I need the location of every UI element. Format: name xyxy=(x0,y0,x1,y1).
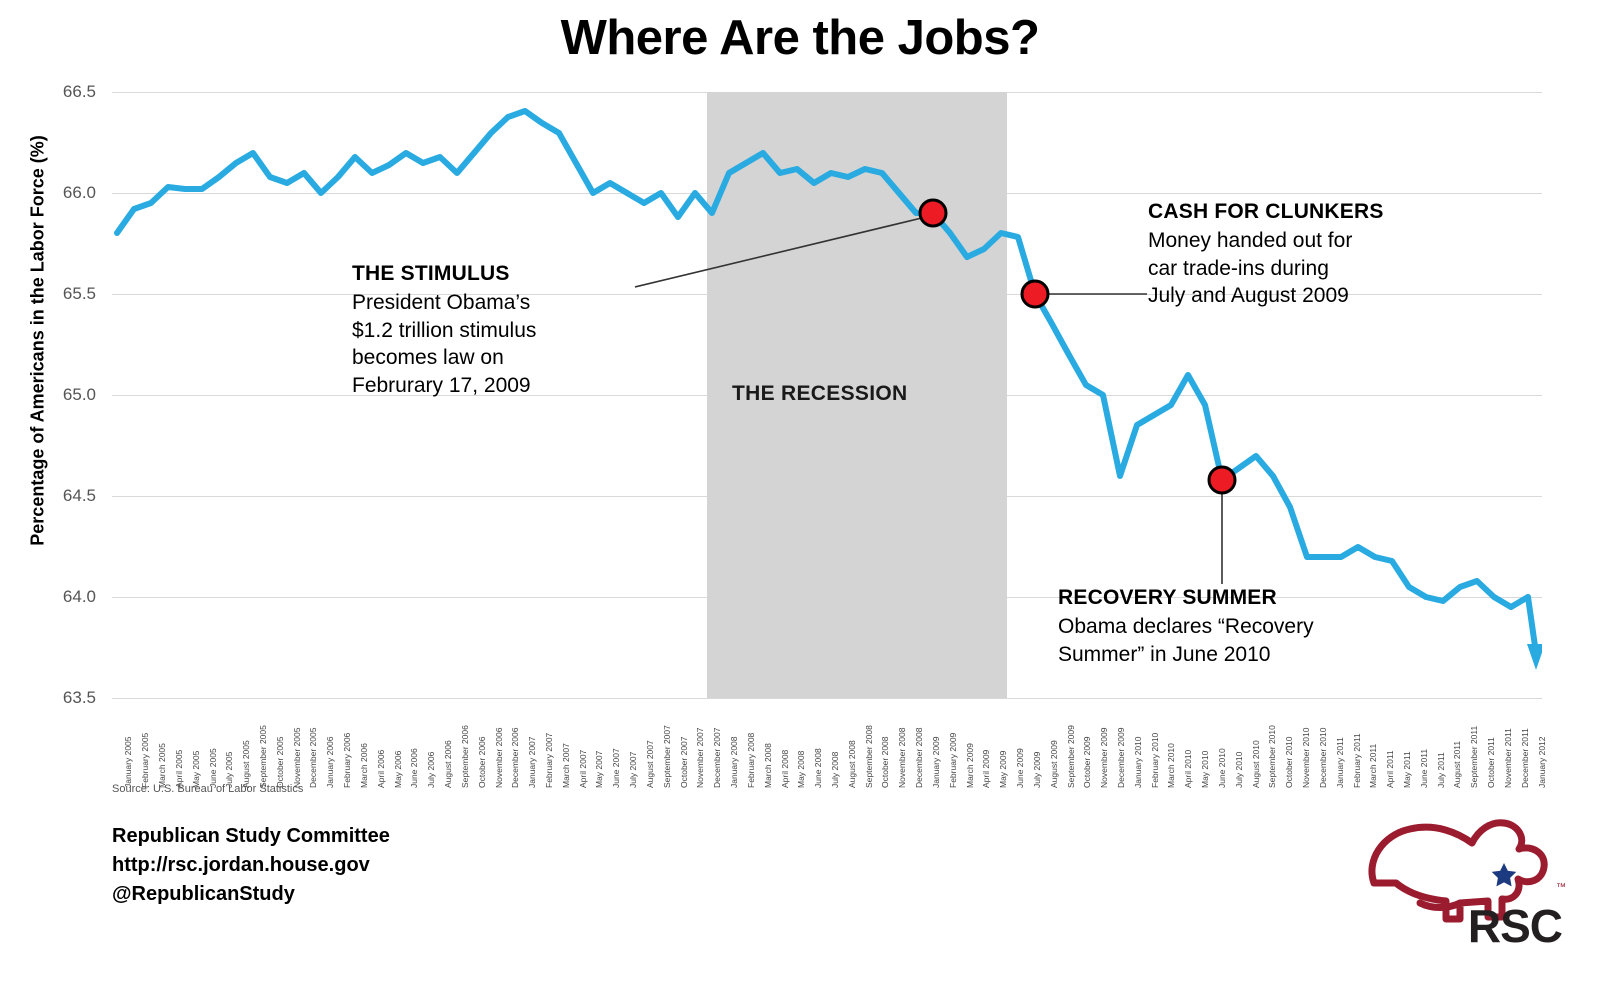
x-tick-label: November 2006 xyxy=(493,727,504,788)
y-tick-label: 65.0 xyxy=(62,385,96,404)
x-tick-label: May 2007 xyxy=(594,750,605,788)
annotation-stimulus-line3: becomes law on xyxy=(352,346,504,370)
x-tick-label: March 2010 xyxy=(1166,743,1177,788)
x-tick-label: July 2011 xyxy=(1435,752,1446,788)
annotation-recovery-line2: Summer” in June 2010 xyxy=(1058,642,1271,666)
x-tick-label: August 2011 xyxy=(1452,740,1463,788)
x-tick-label: March 2008 xyxy=(762,743,773,788)
x-tick-label: August 2010 xyxy=(1250,740,1261,788)
x-tick-label: April 2007 xyxy=(577,749,588,788)
x-axis-ticks xyxy=(112,700,1547,790)
annotation-recovery-summer xyxy=(1058,586,1458,668)
x-tick-label: March 2011 xyxy=(1368,743,1379,788)
x-tick-label: September 2007 xyxy=(661,725,672,788)
x-tick-label: January 2005 xyxy=(123,736,134,788)
footer-handle[interactable]: @RepublicanStudy xyxy=(112,883,295,905)
x-tick-label: June 2011 xyxy=(1418,748,1429,788)
x-tick-label: February 2011 xyxy=(1351,733,1362,788)
x-tick-label: July 2009 xyxy=(1031,751,1042,788)
annotation-clunkers-line2: car trade-ins during xyxy=(1148,256,1329,280)
page-title: Where Are the Jobs? xyxy=(560,11,1040,65)
x-tick-label: January 2006 xyxy=(325,736,336,788)
x-tick-label: December 2010 xyxy=(1317,727,1328,788)
gridline xyxy=(112,698,1542,699)
x-tick-label: March 2005 xyxy=(157,743,168,788)
x-tick-label: September 2005 xyxy=(258,725,268,788)
x-tick-label: June 2008 xyxy=(813,748,824,788)
x-tick-label: May 2011 xyxy=(1402,751,1412,788)
x-tick-label: February 2006 xyxy=(342,732,353,788)
x-tick-label: May 2008 xyxy=(796,750,807,788)
x-tick-label: June 2009 xyxy=(1015,748,1026,788)
x-tick-label: July 2008 xyxy=(830,751,840,788)
x-tick-label: November 2007 xyxy=(695,727,706,788)
x-tick-label: May 2009 xyxy=(998,750,1009,788)
x-tick-label: October 2005 xyxy=(274,736,285,788)
x-tick-label: January 2012 xyxy=(1536,736,1547,788)
annotation-stimulus xyxy=(352,262,642,400)
x-tick-label: October 2010 xyxy=(1284,736,1295,788)
y-tick-label: 63.5 xyxy=(62,688,96,707)
x-tick-label: October 2008 xyxy=(880,736,891,788)
x-tick-label: June 2005 xyxy=(207,748,218,788)
x-tick-label: February 2007 xyxy=(544,732,554,788)
x-tick-label: February 2008 xyxy=(745,732,756,788)
x-tick-label: November 2011 xyxy=(1502,728,1513,788)
annotation-stimulus-line1: President Obama’s xyxy=(352,291,531,314)
recession-label: THE RECESSION xyxy=(732,382,908,405)
x-tick-label: July 2005 xyxy=(224,751,235,788)
x-tick-label: October 2011 xyxy=(1486,737,1497,788)
x-tick-label: November 2005 xyxy=(291,727,302,788)
y-tick-label: 65.5 xyxy=(62,284,96,303)
rsc-logo xyxy=(1356,805,1566,955)
x-tick-label: August 2007 xyxy=(644,740,655,788)
x-tick-label: May 2005 xyxy=(190,750,201,788)
x-tick-label: June 2006 xyxy=(409,748,420,788)
y-tick-label: 66.5 xyxy=(62,82,96,101)
y-axis-label: Percentage of Americans in the Labor Force (%) xyxy=(27,135,48,546)
x-tick-label: January 2008 xyxy=(729,736,740,788)
x-tick-label: May 2006 xyxy=(392,750,403,788)
annotation-stimulus-title: THE STIMULUS xyxy=(352,262,510,285)
x-tick-label: January 2009 xyxy=(930,736,941,788)
x-tick-label: November 2010 xyxy=(1301,727,1312,788)
annotation-clunkers-line1: Money handed out for xyxy=(1148,229,1353,252)
x-tick-label: January 2010 xyxy=(1132,736,1143,788)
x-tick-label: March 2006 xyxy=(358,743,369,788)
annotation-recovery-line1: Obama declares “Recovery xyxy=(1058,615,1314,638)
footer-org: Republican Study Committee xyxy=(112,825,390,847)
x-tick-label: December 2006 xyxy=(510,727,521,788)
trademark-symbol: ™ xyxy=(1556,882,1566,893)
x-tick-label: November 2009 xyxy=(1099,727,1110,788)
y-tick-label: 64.5 xyxy=(62,486,96,505)
y-tick-label: 64.0 xyxy=(62,587,96,606)
annotation-stimulus-line4: Februrary 17, 2009 xyxy=(352,374,531,398)
x-tick-label: April 2010 xyxy=(1183,749,1194,788)
source-note: Source: U.S. Bureau of Labor Statistics xyxy=(112,783,304,795)
x-tick-label: December 2007 xyxy=(712,727,723,788)
x-tick-label: December 2005 xyxy=(308,727,319,788)
x-tick-label: October 2006 xyxy=(476,736,487,788)
x-tick-label: April 2008 xyxy=(779,749,790,788)
x-tick-label: September 2011 xyxy=(1469,725,1480,788)
x-tick-label: September 2010 xyxy=(1267,725,1278,788)
x-tick-label: February 2010 xyxy=(1149,732,1160,788)
x-tick-label: April 2006 xyxy=(375,749,386,788)
x-tick-label: August 2008 xyxy=(846,740,857,788)
x-tick-label: October 2007 xyxy=(678,736,689,788)
x-tick-label: March 2009 xyxy=(964,743,975,788)
x-tick-label: August 2005 xyxy=(241,740,252,788)
x-tick-label: July 2010 xyxy=(1233,751,1244,788)
annotation-stimulus-line2: $1.2 trillion stimulus xyxy=(352,318,537,342)
annotation-clunkers-line3: July and August 2009 xyxy=(1148,284,1349,308)
x-tick-label: December 2009 xyxy=(1116,727,1126,788)
x-tick-label: December 2008 xyxy=(914,727,925,788)
x-tick-label: September 2008 xyxy=(863,725,874,788)
x-tick-label: July 2007 xyxy=(628,751,639,788)
footer-url[interactable]: http://rsc.jordan.house.gov xyxy=(112,854,370,876)
x-tick-label: May 2010 xyxy=(1200,750,1211,788)
x-tick-label: August 2006 xyxy=(443,740,454,788)
x-tick-label: November 2008 xyxy=(897,727,908,788)
x-tick-label: June 2010 xyxy=(1216,748,1227,788)
x-tick-label: January 2011 xyxy=(1334,737,1345,788)
rsc-wordmark: RSC xyxy=(1467,900,1562,952)
x-tick-label: January 2007 xyxy=(527,736,538,788)
x-tick-label: September 2006 xyxy=(459,725,470,788)
footer-block xyxy=(112,822,390,909)
annotation-recovery-title: RECOVERY SUMMER xyxy=(1058,586,1277,609)
x-tick-label: June 2007 xyxy=(611,748,622,788)
x-tick-label: April 2011 xyxy=(1385,750,1396,788)
x-tick-label: October 2009 xyxy=(1082,736,1093,788)
x-tick-label: February 2009 xyxy=(947,732,958,788)
annotation-cash-for-clunkers xyxy=(1148,200,1508,310)
x-tick-label: July 2006 xyxy=(426,751,437,788)
x-tick-label: December 2011 xyxy=(1519,728,1530,788)
x-tick-label: September 2009 xyxy=(1065,725,1076,788)
x-tick-label: April 2009 xyxy=(981,749,992,788)
y-tick-label: 66.0 xyxy=(62,183,96,202)
annotation-clunkers-title: CASH FOR CLUNKERS xyxy=(1148,200,1384,223)
x-tick-label: February 2005 xyxy=(140,732,151,788)
x-tick-label: April 2005 xyxy=(173,749,184,788)
x-tick-label: March 2007 xyxy=(560,743,571,788)
x-tick-label: August 2009 xyxy=(1048,740,1059,788)
